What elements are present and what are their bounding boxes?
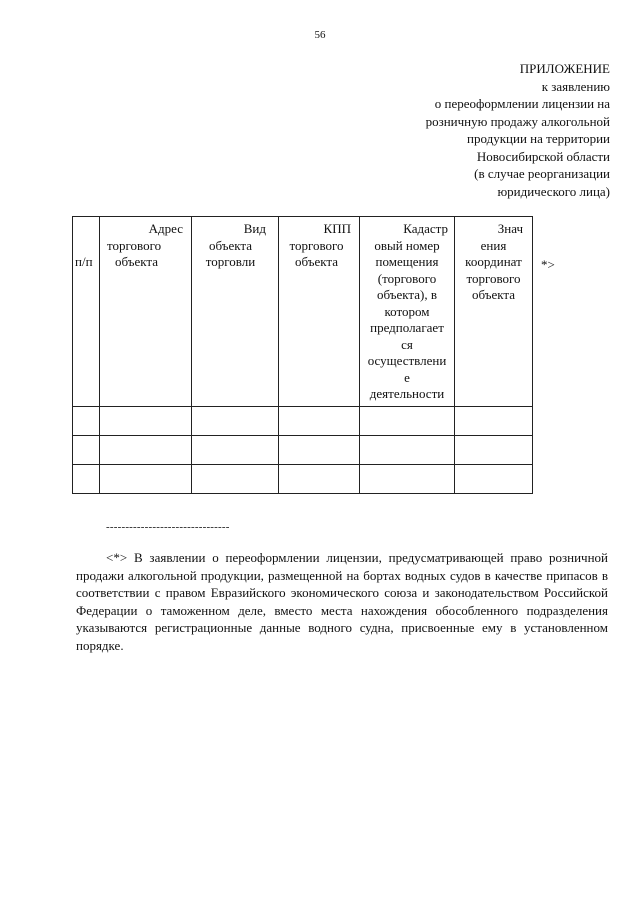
- footnote-text: <*> В заявлении о переоформлении лицензии, предусматривающей право розничной продажи алкогольной продукции, размещенной на бортах водных судов в качестве припасов в соответствии с правом Евразийского экономического союза и законодательством Российской Федерации о таможенном деле, вместо места нахождения обособленного подразделения указываются регистрационные данные водного судна, присвоенные ему в установленном порядке.: [76, 550, 608, 653]
- header-address: Адрес торгового объекта: [100, 217, 192, 407]
- header-kpp: КПП торгового объекта: [279, 217, 360, 407]
- appendix-line: розничную продажу алкогольной: [425, 113, 610, 129]
- appendix-line: Новосибирской области: [476, 148, 610, 164]
- appendix-heading: [350, 60, 610, 200]
- header-coordinates: Знач ения координат торгового объекта: [455, 217, 533, 407]
- appendix-line: юридического лица): [497, 183, 610, 199]
- table-row: [73, 464, 573, 493]
- appendix-line: продукции на территории: [467, 131, 610, 146]
- appendix-line: (в случае реорганизации: [474, 166, 610, 181]
- header-number: [73, 217, 100, 407]
- footnote-mark: *>: [541, 256, 555, 272]
- footnote-separator: --------------------------------: [106, 521, 230, 533]
- objects-table: [72, 216, 573, 494]
- appendix-line: к заявлению: [541, 78, 610, 94]
- footnote-mark-cell: [533, 217, 573, 407]
- appendix-line: ПРИЛОЖЕНИЕ: [519, 61, 610, 76]
- page-number: 56: [314, 29, 326, 41]
- table-header-row: [73, 217, 573, 407]
- table-row: [73, 406, 573, 435]
- header-cadastral: Кадастр овый номер помещения (торгового объекта), в котором предполагает ся осуществлени е деятельности: [360, 217, 455, 407]
- header-number-label: п/п: [75, 254, 93, 269]
- header-trade-type: Вид объекта торговли: [192, 217, 279, 407]
- appendix-line: о переоформлении лицензии на: [434, 96, 610, 111]
- table-row: [73, 435, 573, 464]
